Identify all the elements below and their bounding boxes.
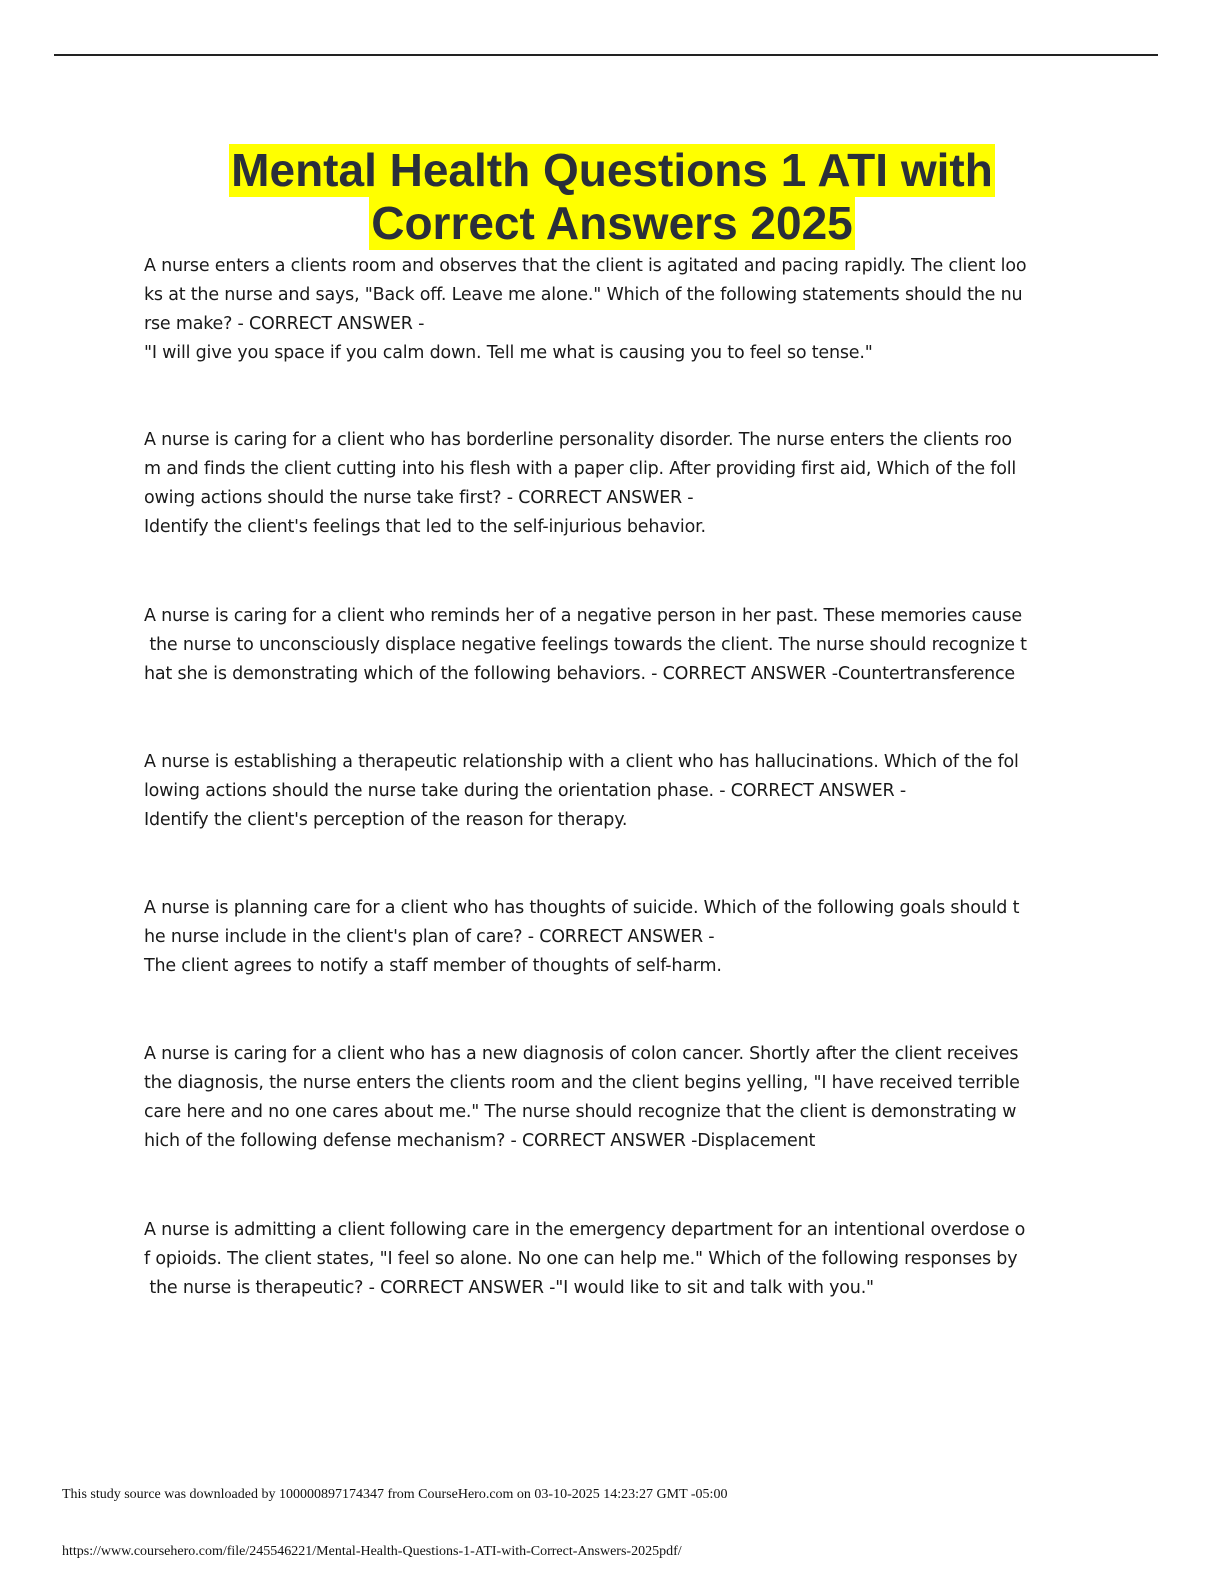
qa-line: A nurse enters a clients room and observes that the client is agitated and pacing rapidly. The client loo	[144, 256, 1027, 276]
qa-line: m and finds the client cutting into his flesh with a paper clip. After providing first aid, Which of the foll	[144, 459, 1017, 479]
qa-line: the nurse is therapeutic? - CORRECT ANSWER -"I would like to sit and talk with you."	[144, 1278, 874, 1298]
qa-answer: Identify the client's feelings that led to the self-injurious behavior.	[144, 517, 706, 537]
qa-item-6	[144, 1040, 1084, 1156]
title-line-1: Mental Health Questions 1 ATI with	[231, 144, 993, 196]
qa-answer: Identify the client's perception of the reason for therapy.	[144, 810, 628, 830]
qa-line: owing actions should the nurse take first? - CORRECT ANSWER -	[144, 488, 694, 508]
qa-answer: "I will give you space if you calm down. Tell me what is causing you to feel so tense."	[144, 343, 873, 363]
qa-line: A nurse is caring for a client who has borderline personality disorder. The nurse enters the clients roo	[144, 430, 1012, 450]
qa-line: lowing actions should the nurse take during the orientation phase. - CORRECT ANSWER -	[144, 781, 906, 801]
qa-line: f opioids. The client states, "I feel so alone. No one can help me." Which of the following responses by	[144, 1249, 1018, 1269]
qa-item-4	[144, 748, 1084, 835]
qa-line: A nurse is caring for a client who has a new diagnosis of colon cancer. Shortly after the client receives	[144, 1044, 1019, 1064]
download-source-note: This study source was downloaded by 100000897174347 from CourseHero.com on 03-10-2025 14:23:27 GMT -05:00	[62, 1487, 728, 1502]
title-line-2: Correct Answers 2025	[371, 197, 853, 249]
qa-line: A nurse is admitting a client following care in the emergency department for an intentional overdose o	[144, 1220, 1026, 1240]
qa-item-3	[144, 602, 1084, 689]
qa-line: the nurse to unconsciously displace negative feelings towards the client. The nurse should recognize t	[144, 635, 1027, 655]
qa-line: the diagnosis, the nurse enters the clients room and the client begins yelling, "I have received terrible	[144, 1073, 1020, 1093]
qa-line: A nurse is caring for a client who reminds her of a negative person in her past. These memories cause	[144, 606, 1022, 626]
qa-line: he nurse include in the client's plan of care? - CORRECT ANSWER -	[144, 927, 715, 947]
qa-line: care here and no one cares about me." The nurse should recognize that the client is demonstrating w	[144, 1102, 1017, 1122]
qa-answer: The client agrees to notify a staff member of thoughts of self-harm.	[144, 956, 722, 976]
qa-line: ks at the nurse and says, "Back off. Leave me alone." Which of the following statements should the nu	[144, 285, 1023, 305]
qa-line: hat she is demonstrating which of the following behaviors. - CORRECT ANSWER -Countertransference	[144, 664, 1015, 684]
qa-line: hich of the following defense mechanism? - CORRECT ANSWER -Displacement	[144, 1131, 816, 1151]
qa-item-2	[144, 426, 1084, 542]
qa-line: A nurse is planning care for a client who has thoughts of suicide. Which of the following goals should t	[144, 898, 1020, 918]
qa-line: A nurse is establishing a therapeutic relationship with a client who has hallucinations. Which of the fol	[144, 752, 1019, 772]
qa-item-5	[144, 894, 1084, 981]
document-title	[0, 144, 1224, 250]
qa-item-7	[144, 1216, 1084, 1303]
qa-item-1	[144, 252, 1084, 368]
qa-line: rse make? - CORRECT ANSWER -	[144, 314, 425, 334]
header-rule	[54, 54, 1158, 56]
source-url-link[interactable]: https://www.coursehero.com/file/245546221/Mental-Health-Questions-1-ATI-with-Correct-Answers-2025pdf/	[62, 1544, 682, 1559]
